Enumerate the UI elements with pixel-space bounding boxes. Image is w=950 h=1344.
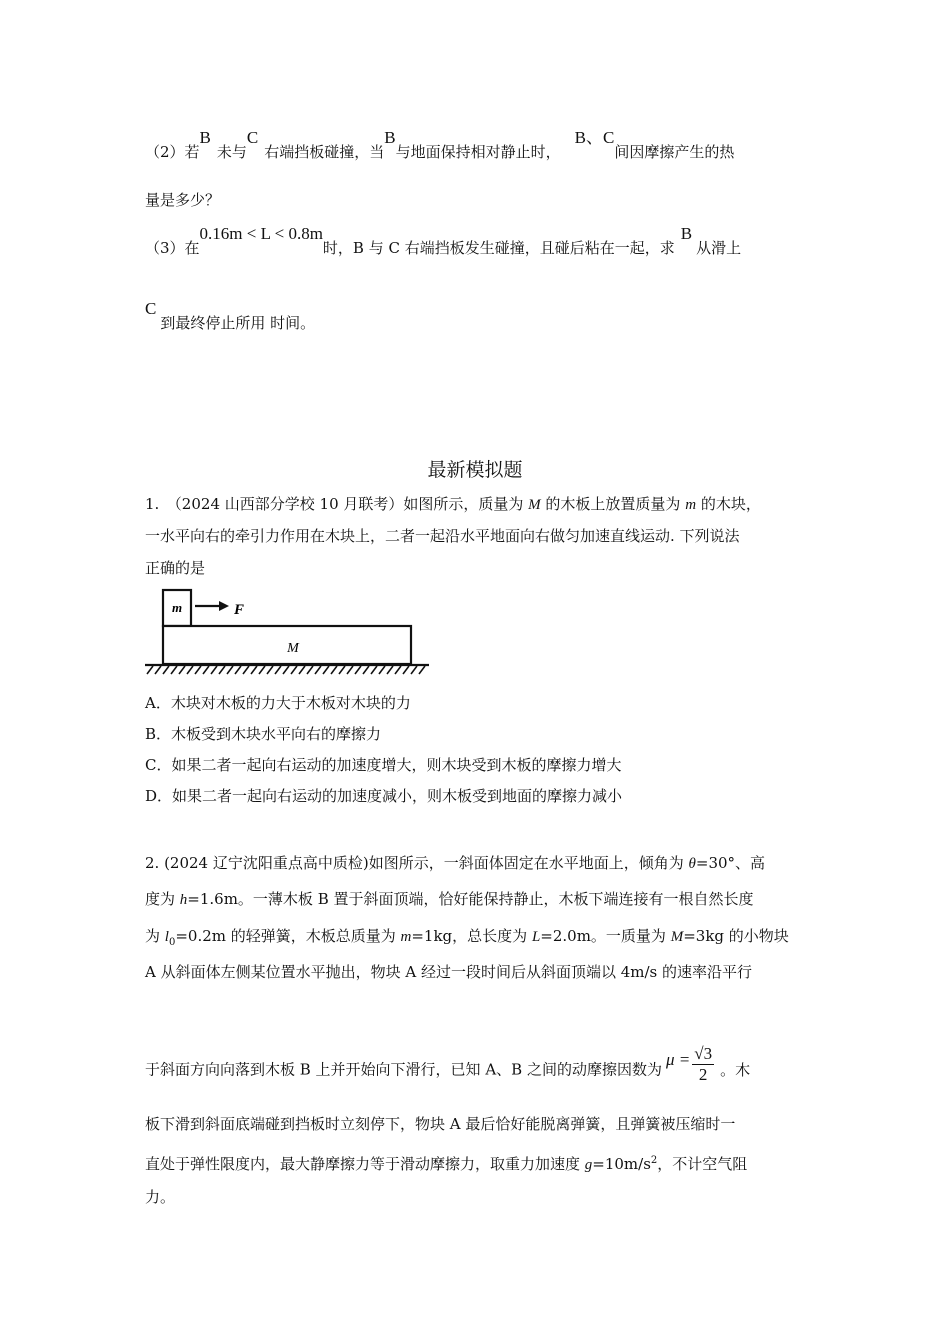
mu-fraction: $\frac{√3}{2}$ bbox=[694, 1044, 713, 1084]
option-c: C．如果二者一起向右运动的加速度增大，则木块受到木板的摩擦力增大 bbox=[145, 756, 622, 774]
q3-line-1: （3）在0.16m < L < 0.8m时，B 与 C 右端挡板发生碰撞，且碰后粘在一起，求B从滑上 bbox=[145, 224, 742, 257]
option-a: A．木块对木板的力大于木板对木块的力 bbox=[145, 694, 411, 712]
block-m-label: m bbox=[171, 600, 183, 615]
q2-line-1: （2）若B未与C右端挡板碰撞，当B与地面保持相对静止时，B、C间因摩擦产生的热 bbox=[145, 128, 735, 161]
q3-line-2: C到最终停止所用 时间。 bbox=[145, 299, 316, 332]
p2-line-5: 于斜面方向向落到木板 B 上并开始向下滑行，已知 A、B 之间的动摩擦因数为μ = $\frac{√3}{2}$ 。木 bbox=[145, 1044, 751, 1084]
p2-line-7: 直处于弹性限度内，最大静摩擦力等于滑动摩擦力，取重力加速度 $g=10m/s^2$，不计空气阻 bbox=[145, 1155, 748, 1173]
p2-line-1: 2. (2024 辽宁沈阳重点高中质检)如图所示，一斜面体固定在水平地面上，倾角为 θ=30°、高 bbox=[145, 854, 766, 872]
p2-line-6: 板下滑到斜面底端碰到挡板时立刻停下，物块 A 最后恰好能脱离弹簧，且弹簧被压缩时一 bbox=[145, 1115, 736, 1133]
p2-line-4: A 从斜面体左侧某位置水平抛出，物块 A 经过一段时间后从斜面顶端以 4m/s 的速率沿平行 bbox=[145, 963, 753, 981]
p1-line-2: 一水平向右的牵引力作用在木块上，二者一起沿水平地面向右做匀加速直线运动. 下列说法 bbox=[145, 527, 740, 545]
force-arrow-head bbox=[219, 601, 229, 611]
p2-line-2: 度为 h=1.6m。一薄木板 B 置于斜面顶端，恰好能保持静止，木板下端连接有一根自然长度 bbox=[145, 890, 754, 908]
option-d: D．如果二者一起向右运动的加速度减小，则木板受到地面的摩擦力减小 bbox=[145, 787, 623, 805]
section-title: 最新模拟题 bbox=[427, 459, 523, 481]
p2-line-3: 为 $l_0=0.2m$ 的轻弹簧，木板总质量为 m=1kg，总长度为 L=2.0m。一质量为 M=3kg 的小物块 bbox=[145, 927, 789, 948]
option-b: B．木板受到木块水平向右的摩擦力 bbox=[145, 725, 382, 743]
p1-line-1: 1. （2024 山西部分学校 10 月联考）如图所示，质量为 M 的木板上放置质量为 m 的木块， bbox=[145, 495, 761, 513]
force-label: F bbox=[234, 602, 245, 618]
p1-line-3: 正确的是 bbox=[145, 559, 206, 577]
board-M-label: M bbox=[287, 641, 299, 656]
block-board-figure bbox=[143, 584, 433, 676]
q2-line-2: 量是多少？ bbox=[145, 191, 221, 209]
p2-line-8: 力。 bbox=[145, 1188, 176, 1206]
inequality-formula: 0.16m < L < 0.8m bbox=[199, 224, 323, 243]
ground-hatching bbox=[147, 666, 425, 674]
